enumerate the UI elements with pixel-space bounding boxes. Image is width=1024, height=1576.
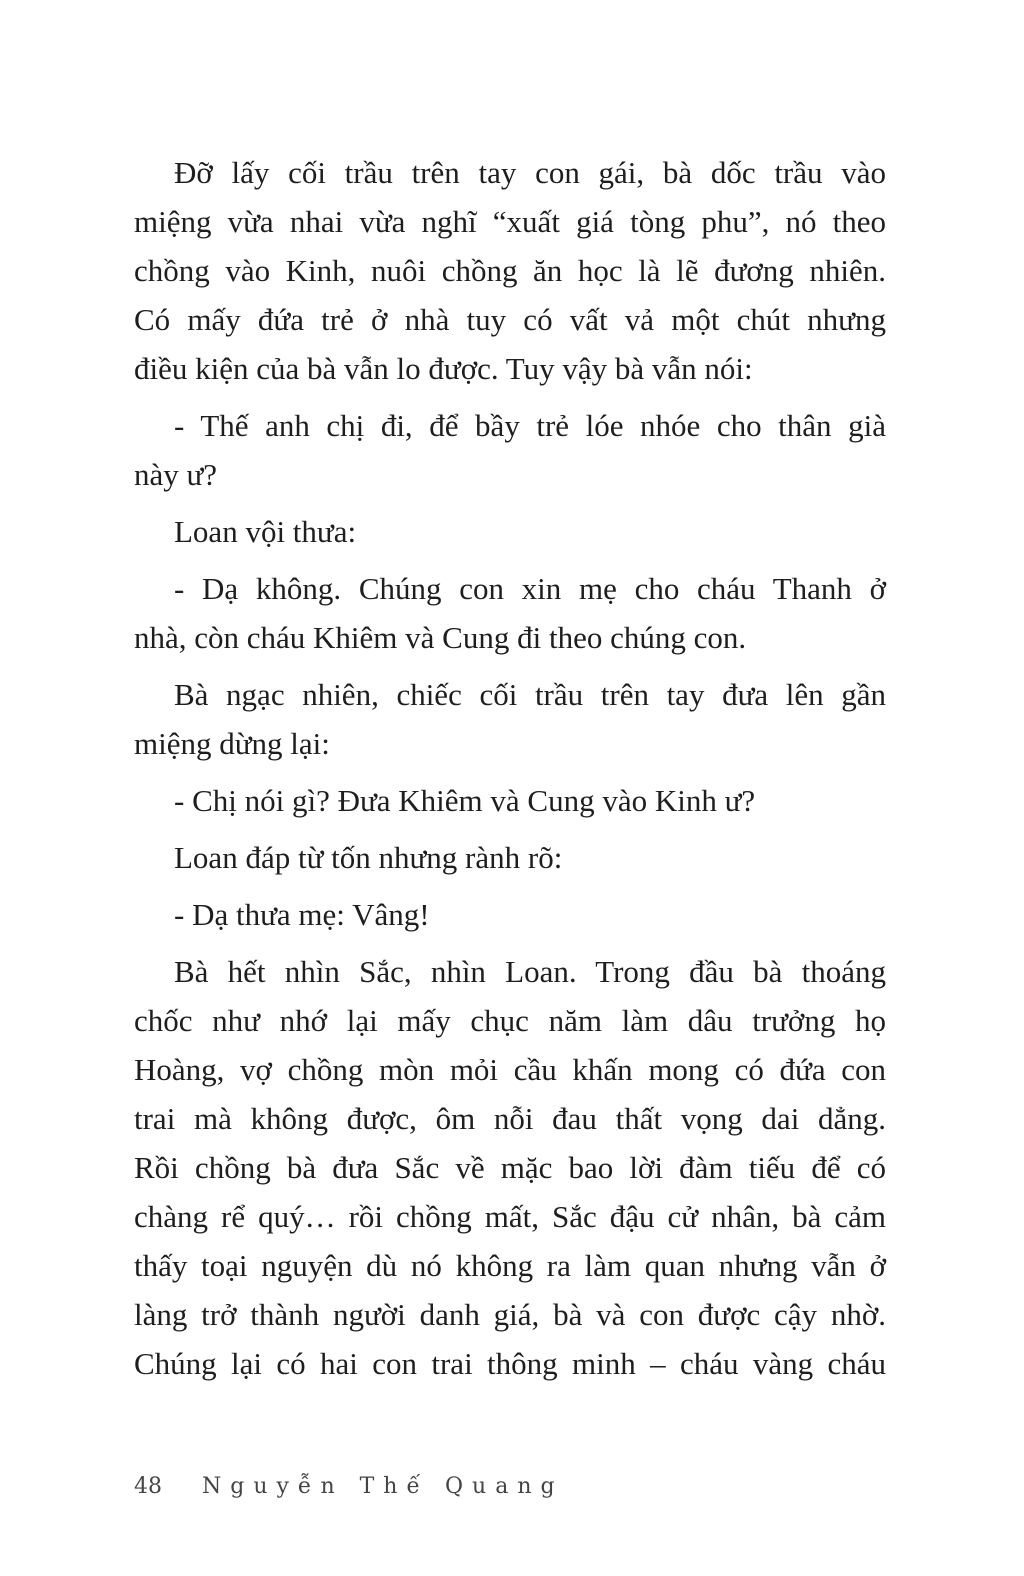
text-line: - Chị nói gì? Đưa Khiêm và Cung vào Kinh ư?	[174, 783, 756, 818]
text-line: chốc như nhớ lại mấy chục năm làm dâu trưởng họ	[134, 1003, 886, 1038]
text-line: làng trở thành người danh giá, bà và con được cậy nhờ.	[134, 1297, 886, 1332]
text-line: - Dạ không. Chúng con xin mẹ cho cháu Thanh ở	[174, 571, 886, 606]
text-line: thấy toại nguyện dù nó không ra làm quan nhưng vẫn ở	[134, 1248, 886, 1283]
text-line: Hoàng, vợ chồng mòn mỏi cầu khấn mong có đứa con	[134, 1052, 886, 1087]
text-line: Loan đáp từ tốn nhưng rành rõ:	[174, 840, 563, 875]
text-line: Rồi chồng bà đưa Sắc về mặc bao lời đàm tiếu để có	[134, 1150, 886, 1185]
text-line: chàng rể quý… rồi chồng mất, Sắc đậu cử nhân, bà cảm	[134, 1199, 886, 1234]
paragraph-dialogue-4	[134, 890, 886, 939]
text-line: Bà hết nhìn Sắc, nhìn Loan. Trong đầu bà thoáng	[174, 954, 886, 989]
paragraph-dialogue-1	[134, 401, 886, 499]
text-line: Chúng lại có hai con trai thông minh – cháu vàng cháu	[134, 1346, 886, 1381]
paragraph-dialogue-3	[134, 776, 886, 825]
text-line: Bà ngạc nhiên, chiếc cối trầu trên tay đưa lên gần	[174, 677, 886, 712]
text-line: miệng vừa nhai vừa nghĩ “xuất giá tòng phu”, nó theo	[134, 204, 886, 239]
text-line: Có mấy đứa trẻ ở nhà tuy có vất vả một chút nhưng	[134, 302, 886, 337]
paragraph-narration-2	[134, 507, 886, 556]
text-line: - Thế anh chị đi, để bầy trẻ lóe nhóe cho thân già	[174, 408, 886, 443]
running-footer-author: Nguyễn Thế Quang	[202, 1474, 564, 1499]
paragraph-narration-5	[134, 947, 886, 1388]
paragraph-narration-1	[134, 148, 886, 393]
text-line: này ư?	[134, 457, 218, 492]
text-line: chồng vào Kinh, nuôi chồng ăn học là lẽ đương nhiên.	[134, 253, 886, 288]
text-line: trai mà không được, ôm nỗi đau thất vọng dai dẳng.	[134, 1101, 886, 1136]
paragraph-narration-4	[134, 833, 886, 882]
page-number: 48	[134, 1474, 162, 1499]
paragraph-narration-3	[134, 670, 886, 768]
text-line: Đỡ lấy cối trầu trên tay con gái, bà dốc trầu vào	[174, 155, 886, 190]
book-page-body	[134, 148, 886, 1396]
text-line: Loan vội thưa:	[174, 514, 357, 549]
paragraph-dialogue-2	[134, 564, 886, 662]
text-line: nhà, còn cháu Khiêm và Cung đi theo chúng con.	[134, 620, 747, 655]
text-line: điều kiện của bà vẫn lo được. Tuy vậy bà vẫn nói:	[134, 351, 753, 386]
page-footer	[134, 1474, 564, 1499]
text-line: - Dạ thưa mẹ: Vâng!	[174, 897, 430, 932]
text-line: miệng dừng lại:	[134, 726, 330, 761]
